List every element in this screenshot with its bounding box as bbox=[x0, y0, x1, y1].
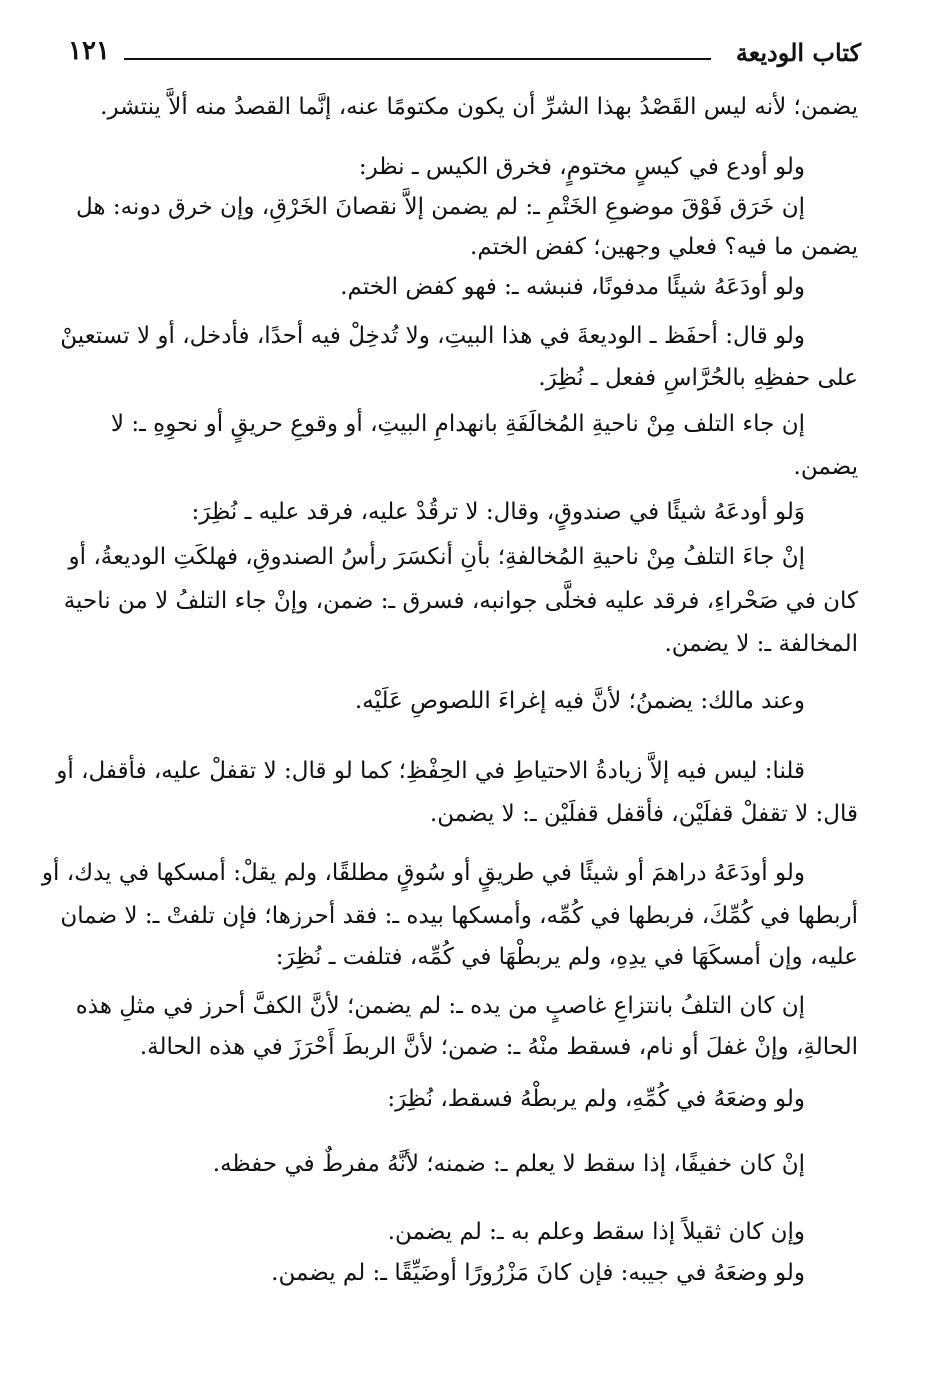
text-line: إنْ كان خفيفًا، إذا سقط لا يعلم ـ: ضمنه؛ لأنَّهُ مفرطٌ في حفظه. bbox=[212, 1151, 805, 1177]
text-line: إنْ جاءَ التلفُ مِنْ ناحيةِ المُخالفةِ؛ بأنِ أنكسَرَ رأسُ الصندوقِ، فهلكَتِ الوديعةُ، أو bbox=[68, 544, 805, 570]
text-line: إن جاء التلف مِنْ ناحيةِ المُخالَفَةِ بانهدامِ البيتِ، أو وقوعِ حريقٍ أو نحوِهِ ـ: لا bbox=[110, 411, 805, 437]
text-line: ولو أودَعَهُ شيئًا مدفونًا، فنبشه ـ: فهو كفض الختم. bbox=[340, 274, 805, 300]
text-line: قال: لا تقفلْ قفلَيْن، فأقفل قفلَيْن ـ: لا يضمن. bbox=[429, 801, 858, 827]
text-line: الحالةِ، وإنْ غفلَ أو نام، فسقط منْهُ ـ: ضمن؛ لأنَّ الربطَ أَحْرَزَ في هذه الحالة. bbox=[139, 1034, 858, 1060]
text-line: يضمن؛ لأنه ليس القَصْدُ بهذا الشرِّ أن يكون مكتومًا عنه، إنَّما القصدُ منه ألاَّ ينتشر. bbox=[100, 94, 858, 120]
text-line: يضمن. bbox=[793, 454, 858, 480]
running-title: كتاب الوديعة bbox=[735, 38, 861, 67]
text-line: كان في صَحْراءِ، فرقد عليه فخلَّى جوانبه، فسرق ـ: ضمن، وإنْ جاء التلفُ لا من ناحية bbox=[63, 588, 858, 614]
page-header bbox=[68, 36, 861, 80]
text-line: وإن كان ثقيلاً إذا سقط وعلم به ـ: لم يضمن. bbox=[387, 1219, 805, 1245]
text-line: وَلو أودعَهُ شيئًا في صندوقٍ، وقال: لا ترقُدْ عليه، فرقد عليه ـ نُظِرَ: bbox=[191, 499, 805, 525]
page-number: ١٢١ bbox=[68, 36, 110, 66]
text-line: على حفظِهِ بالحُرَّاسِ ففعل ـ نُظِرَ. bbox=[538, 365, 858, 391]
text-line: أربطها في كُمِّكَ، فربطها في كُمِّه، وأمسكها بيده ـ: فقد أحرزها؛ فإن تلفتْ ـ: لا ضمان bbox=[60, 903, 858, 929]
text-line: وعند مالك: يضمنُ؛ لأنَّ فيه إغراءَ اللصوصِ عَلَيْه. bbox=[354, 688, 805, 714]
text-line: ولو وضعَهُ في كُمِّهِ، ولم يربطْهُ فسقط، نُظِرَ: bbox=[387, 1086, 805, 1112]
text-line: ولو أودع في كيسٍ مختومٍ، فخرق الكيس ـ نظر: bbox=[358, 154, 805, 180]
text-line: المخالفة ـ: لا يضمن. bbox=[664, 631, 858, 657]
text-line: إن خَرَق فَوْقَ موضوعِ الخَتْمِ ـ: لم يضمن إلاَّ نقصانَ الخَرْقِ، وإن خرق دونه: هل bbox=[75, 194, 805, 220]
text-line: إن كان التلفُ بانتزاعِ غاصبٍ من يده ـ: لم يضمن؛ لأنَّ الكفَّ أحرز في مثلِ هذه bbox=[75, 993, 805, 1019]
text-line: ولو قال: أحفَظ ـ الوديعةَ في هذا البيتِ، ولا تُدخِلْ فيه أحدًا، فأدخل، أو لا تستعينْ bbox=[60, 323, 805, 349]
text-line: ولو وضعَهُ في جيبه: فإن كانَ مَزْرُورًا أوضَيِّقًا ـ: لم يضمن. bbox=[271, 1260, 805, 1286]
text-line: يضمن ما فيه؟ فعلي وجهين؛ كفض الختم. bbox=[470, 234, 858, 260]
text-line: ولو أودَعَهُ دراهمَ أو شيئًا في طريقٍ أو سُوقٍ مطلقًا، ولم يقلْ: أمسكها في يدك، أو bbox=[41, 860, 805, 886]
text-line: قلنا: ليس فيه إلاَّ زيادةُ الاحتياطِ في الحِفْظِ؛ كما لو قال: لا تقفلْ عليه، فأقفل، أو bbox=[56, 758, 805, 784]
header-rule bbox=[124, 58, 711, 60]
text-line: عليه، وإن أمسكَهَا في يدِهِ، ولم يربطْهَا في كُمِّه، فتلفت ـ نُظِرَ: bbox=[275, 944, 858, 970]
